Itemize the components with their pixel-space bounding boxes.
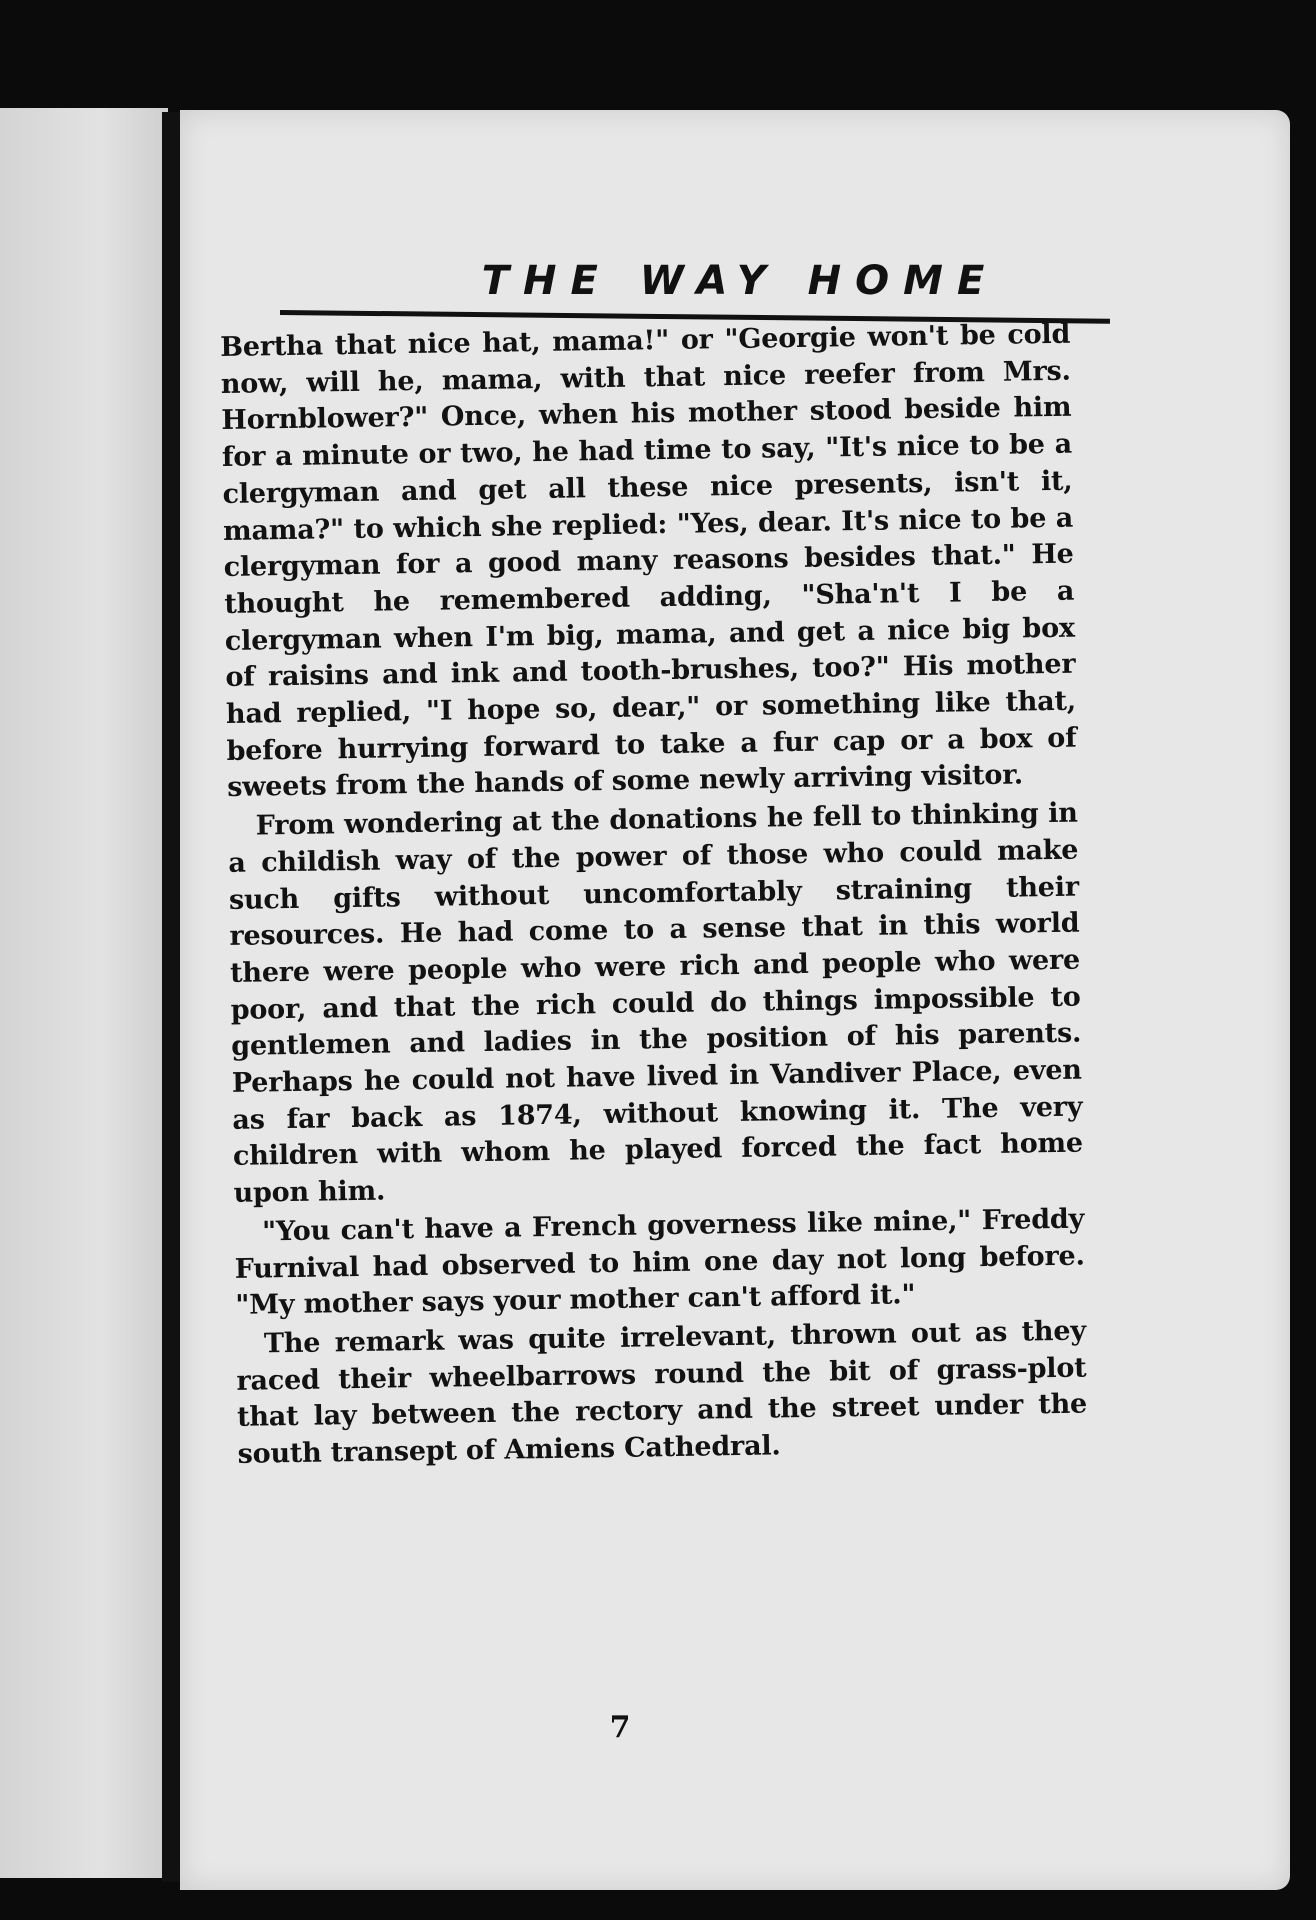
paragraph-1: Bertha that nice hat, mama!" or "Georgie won't be cold now, will he, mama, with that nice reefer from Mrs. Hornblower?" Once, when his mother stood beside him for a minute or two, he had time to say, "It's nice to be a clergyman and get all these nice presents, isn't it, mama?" to which she replied: "Yes, dear. It's nice to be a clergyman for a good many reasons besides that." He thought he remembered adding, "Sha'n't I be a clergyman when I'm big, mama, and get a nice big box of raisins and ink and tooth-brushes, too?" His mother had replied, "I hope so, dear," or something like that, before hurrying forward to take a fur cap or a box of sweets from the hands of some newly arriving visitor. (220, 318, 1077, 804)
body-text (220, 317, 1088, 1474)
page-number: 7 (609, 1710, 631, 1745)
running-head: THE WAY HOME (481, 258, 999, 304)
facing-page-edge (0, 108, 168, 1878)
paragraph-2: From wondering at the donations he fell to thinking in a childish way of the power of those who could make such gifts without uncomfortably straining their resources. He had come to a sense that in this world there were people who were rich and people who were poor, and that the rich could do things impossible to gentlemen and ladies in the position of his parents. Perhaps he could not have lived in Vandiver Place, even as far back as 1874, without knowing it. The very children with whom he played forced the fact home upon him. (228, 797, 1084, 1210)
book-page (180, 110, 1290, 1890)
paragraph-4: The remark was quite irrelevant, thrown out as they raced their wheelbarrows round the bit of grass-plot that lay between the rectory and the street under the south transept of Amiens Cathedral. (236, 1315, 1088, 1470)
paragraph-3: "You can't have a French governess like mine," Freddy Furnival had observed to him one day not long before. "My mother says your mother can't afford it." (234, 1203, 1085, 1322)
